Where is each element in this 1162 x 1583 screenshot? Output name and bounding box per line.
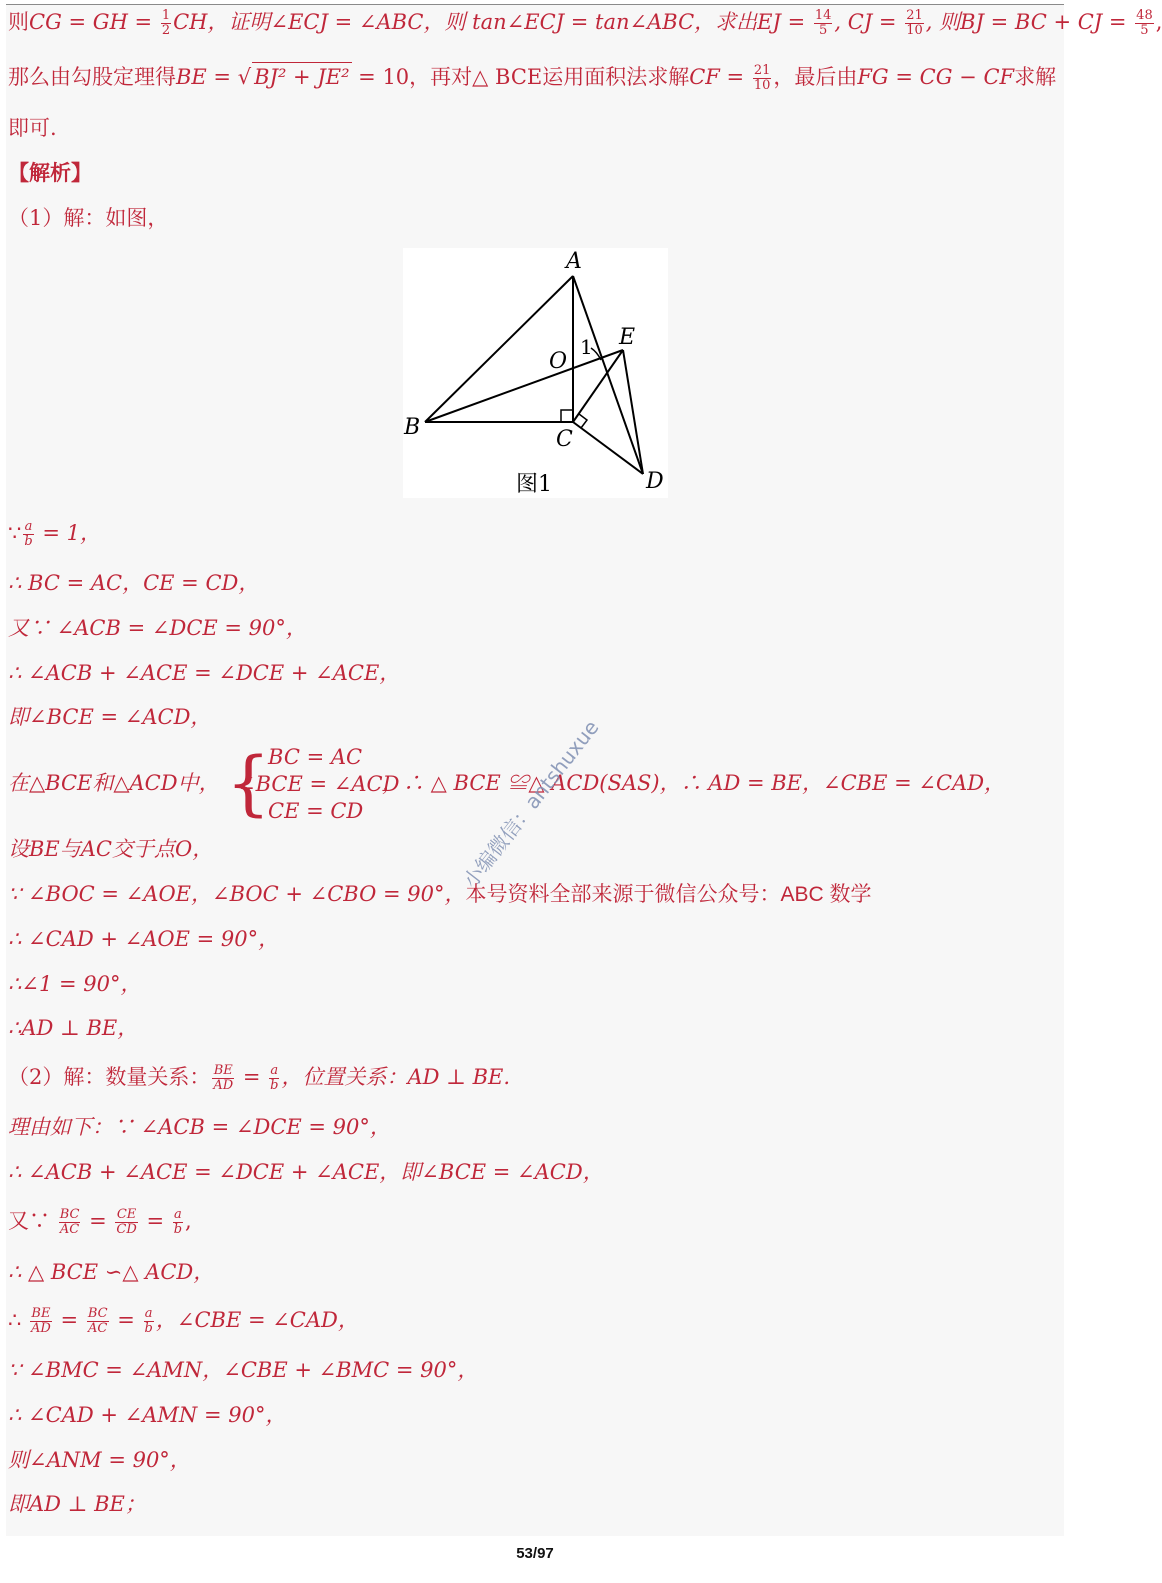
proof1-line-10: ∴∠1 = 90°， bbox=[8, 972, 142, 996]
fraction bbox=[753, 64, 772, 93]
label-a: A bbox=[566, 249, 582, 274]
therefore-symbol: ∴ bbox=[8, 1308, 29, 1332]
math: BE = bbox=[176, 65, 238, 89]
proof2-line-6: ∴ $\frac{BE}{AD}$ = $\frac{BC}{AC}$ = $\frac{a}{b}$ ，∠CBE = ∠CAD， bbox=[8, 1306, 359, 1336]
label-angle-1: 1 bbox=[580, 335, 593, 359]
denominator: AC bbox=[88, 1321, 108, 1336]
proof1-line-5: 即∠BCE = ∠ACD， bbox=[8, 705, 212, 729]
numerator: 1 bbox=[161, 8, 171, 23]
sqrt-body: BJ² + JE² bbox=[252, 62, 351, 91]
system-eq-2: ∠BCE = ∠ACD bbox=[238, 772, 400, 796]
proof2-line-1 bbox=[8, 1063, 510, 1093]
segment-ad bbox=[573, 276, 643, 474]
numerator: BE bbox=[213, 1063, 233, 1078]
segment-be bbox=[425, 350, 623, 422]
math: CF = bbox=[689, 65, 751, 89]
proof2-line-9: 则∠ANM = 90°， bbox=[8, 1448, 191, 1472]
denominator: b bbox=[24, 534, 33, 549]
denominator: 10 bbox=[753, 78, 771, 93]
summary-line-1 bbox=[8, 8, 1162, 38]
proof2-line-8: ∴ ∠CAD + ∠AMN = 90°， bbox=[8, 1403, 287, 1427]
figure-svg bbox=[403, 248, 668, 498]
numerator: a bbox=[174, 1207, 182, 1222]
equals: = bbox=[236, 1065, 268, 1089]
text: 则 bbox=[8, 10, 29, 34]
proof1-line-8 bbox=[8, 880, 872, 909]
summary-line-2 bbox=[8, 62, 1056, 93]
fraction bbox=[87, 1307, 109, 1336]
proof1-line-6-tail: ，∴ △ BCE ≌△ ACD(SAS)，∴ AD = BE，∠CBE = ∠CAD， bbox=[382, 771, 1006, 795]
geometry-figure bbox=[403, 248, 668, 498]
summary-line-3: 即可. bbox=[8, 116, 57, 140]
sqrt-sign: √ bbox=[237, 65, 252, 89]
numerator: 21 bbox=[753, 63, 771, 78]
fraction bbox=[1135, 9, 1154, 38]
fraction bbox=[59, 1208, 81, 1237]
fraction bbox=[115, 1208, 137, 1237]
proof1-line-7: 设BE与AC交于点O， bbox=[8, 837, 214, 861]
fraction bbox=[30, 1307, 52, 1336]
fraction bbox=[269, 1064, 279, 1093]
fraction bbox=[144, 1307, 154, 1336]
denominator: b bbox=[270, 1078, 279, 1093]
denominator: 5 bbox=[1140, 23, 1149, 38]
math: ，位置关系：AD ⊥ BE. bbox=[281, 1065, 511, 1089]
system-eq-3: CE = CD bbox=[268, 799, 364, 823]
math: FG = CG − CF bbox=[857, 65, 1015, 89]
proof1-line-2: ∴ BC = AC，CE = CD， bbox=[8, 571, 260, 595]
proof1-line-4: ∴ ∠ACB + ∠ACE = ∠DCE + ∠ACE， bbox=[8, 661, 401, 685]
text: 求解 bbox=[1014, 65, 1057, 89]
text: = 10，再对△ BCE运用面积法求解 bbox=[351, 65, 690, 89]
math: , CJ = bbox=[834, 10, 904, 34]
denominator: CD bbox=[116, 1222, 137, 1237]
proof1-line-9: ∴ ∠CAD + ∠AOE = 90°， bbox=[8, 927, 280, 951]
proof1-line-6-lead: 在△BCE和△ACD中， bbox=[8, 771, 220, 795]
math: = 1， bbox=[35, 521, 102, 545]
text: 又∵ bbox=[8, 1209, 57, 1233]
fraction bbox=[161, 9, 171, 38]
watermark: 小编微信：antshuxue bbox=[458, 715, 604, 893]
source-note: 本号资料全部来源于微信公众号： bbox=[465, 882, 781, 906]
segment-ce bbox=[573, 350, 623, 422]
math: , 则BJ = BC + CJ = bbox=[925, 10, 1134, 34]
denominator: 10 bbox=[906, 23, 923, 38]
numerator: 14 bbox=[814, 8, 832, 23]
label-b: B bbox=[404, 415, 421, 440]
page-number: 53/97 bbox=[516, 1545, 554, 1562]
figure-caption: 图1 bbox=[516, 472, 552, 497]
numerator: BC bbox=[59, 1207, 80, 1222]
system-brace: { bbox=[226, 742, 271, 824]
top-rule bbox=[6, 4, 1064, 5]
denominator: AD bbox=[213, 1078, 234, 1093]
text: , bbox=[185, 1209, 192, 1233]
denominator: 5 bbox=[818, 23, 828, 38]
denominator: b bbox=[173, 1222, 183, 1237]
proof1-line-11: ∴AD ⊥ BE， bbox=[8, 1016, 139, 1040]
because-symbol: ∵ bbox=[8, 521, 22, 545]
proof1-line-1 bbox=[8, 519, 101, 549]
fraction bbox=[212, 1064, 234, 1093]
text: （2）解：数量关系： bbox=[8, 1065, 211, 1089]
part1-intro: （1）解：如图， bbox=[8, 206, 169, 230]
math: EJ = bbox=[757, 10, 812, 34]
right-angle-mark-dce bbox=[579, 414, 587, 428]
text: , bbox=[1155, 10, 1162, 34]
proof2-line-10: 即AD ⊥ BE； bbox=[8, 1492, 146, 1516]
proof2-line-5: ∴ △ BCE ∽△ ACD， bbox=[8, 1260, 215, 1284]
proof2-line-7: ∵ ∠BMC = ∠AMN，∠CBE + ∠BMC = 90°， bbox=[8, 1358, 479, 1382]
right-angle-mark-acb bbox=[561, 410, 573, 422]
math: CH，证明∠ECJ = ∠ABC，则 tan∠ECJ = tan∠ABC，求出 bbox=[173, 10, 758, 34]
numerator: a bbox=[270, 1063, 279, 1078]
proof1-line-3: 又∵ ∠ACB = ∠DCE = 90°， bbox=[8, 616, 307, 640]
source-name: ABC 数学 bbox=[780, 883, 872, 906]
numerator: 21 bbox=[906, 8, 923, 23]
label-c: C bbox=[556, 427, 573, 452]
denominator: AC bbox=[59, 1222, 80, 1237]
math: ，∠CBE = ∠CAD， bbox=[155, 1308, 359, 1332]
segment-cd bbox=[573, 422, 643, 474]
math: CG = GH = bbox=[29, 10, 159, 34]
denominator: AD bbox=[31, 1321, 51, 1336]
numerator: 48 bbox=[1136, 8, 1153, 23]
section-title: 【解析】 bbox=[8, 160, 92, 185]
numerator: BC bbox=[87, 1306, 108, 1321]
denominator: 2 bbox=[161, 23, 171, 38]
fraction bbox=[905, 9, 924, 38]
numerator: BE bbox=[31, 1306, 51, 1321]
numerator: a bbox=[144, 1306, 153, 1321]
denominator: b bbox=[144, 1321, 153, 1336]
fraction bbox=[814, 9, 833, 38]
fraction bbox=[23, 520, 33, 549]
label-e: E bbox=[619, 325, 636, 350]
proof2-line-2: 理由如下：∵ ∠ACB = ∠DCE = 90°， bbox=[8, 1115, 391, 1139]
proof2-line-3: ∴ ∠ACB + ∠ACE = ∠DCE + ∠ACE，即∠BCE = ∠ACD， bbox=[8, 1160, 604, 1184]
numerator: CE bbox=[116, 1207, 137, 1222]
numerator: a bbox=[24, 519, 33, 534]
label-o: O bbox=[549, 349, 568, 374]
label-d: D bbox=[646, 469, 664, 494]
segment-ed bbox=[623, 350, 643, 474]
fraction bbox=[173, 1208, 183, 1237]
text: 那么由勾股定理得 bbox=[8, 65, 176, 89]
text: ，最后由 bbox=[773, 65, 858, 89]
system-eq-1: BC = AC bbox=[268, 745, 363, 769]
proof2-line-4: 又∵ $\frac{BC}{AC}$ = $\frac{CE}{CD}$ = $\frac{a}{b}$ , bbox=[8, 1207, 192, 1237]
math: ∵ ∠BOC = ∠AOE，∠BOC + ∠CBO = 90°， bbox=[8, 882, 466, 906]
